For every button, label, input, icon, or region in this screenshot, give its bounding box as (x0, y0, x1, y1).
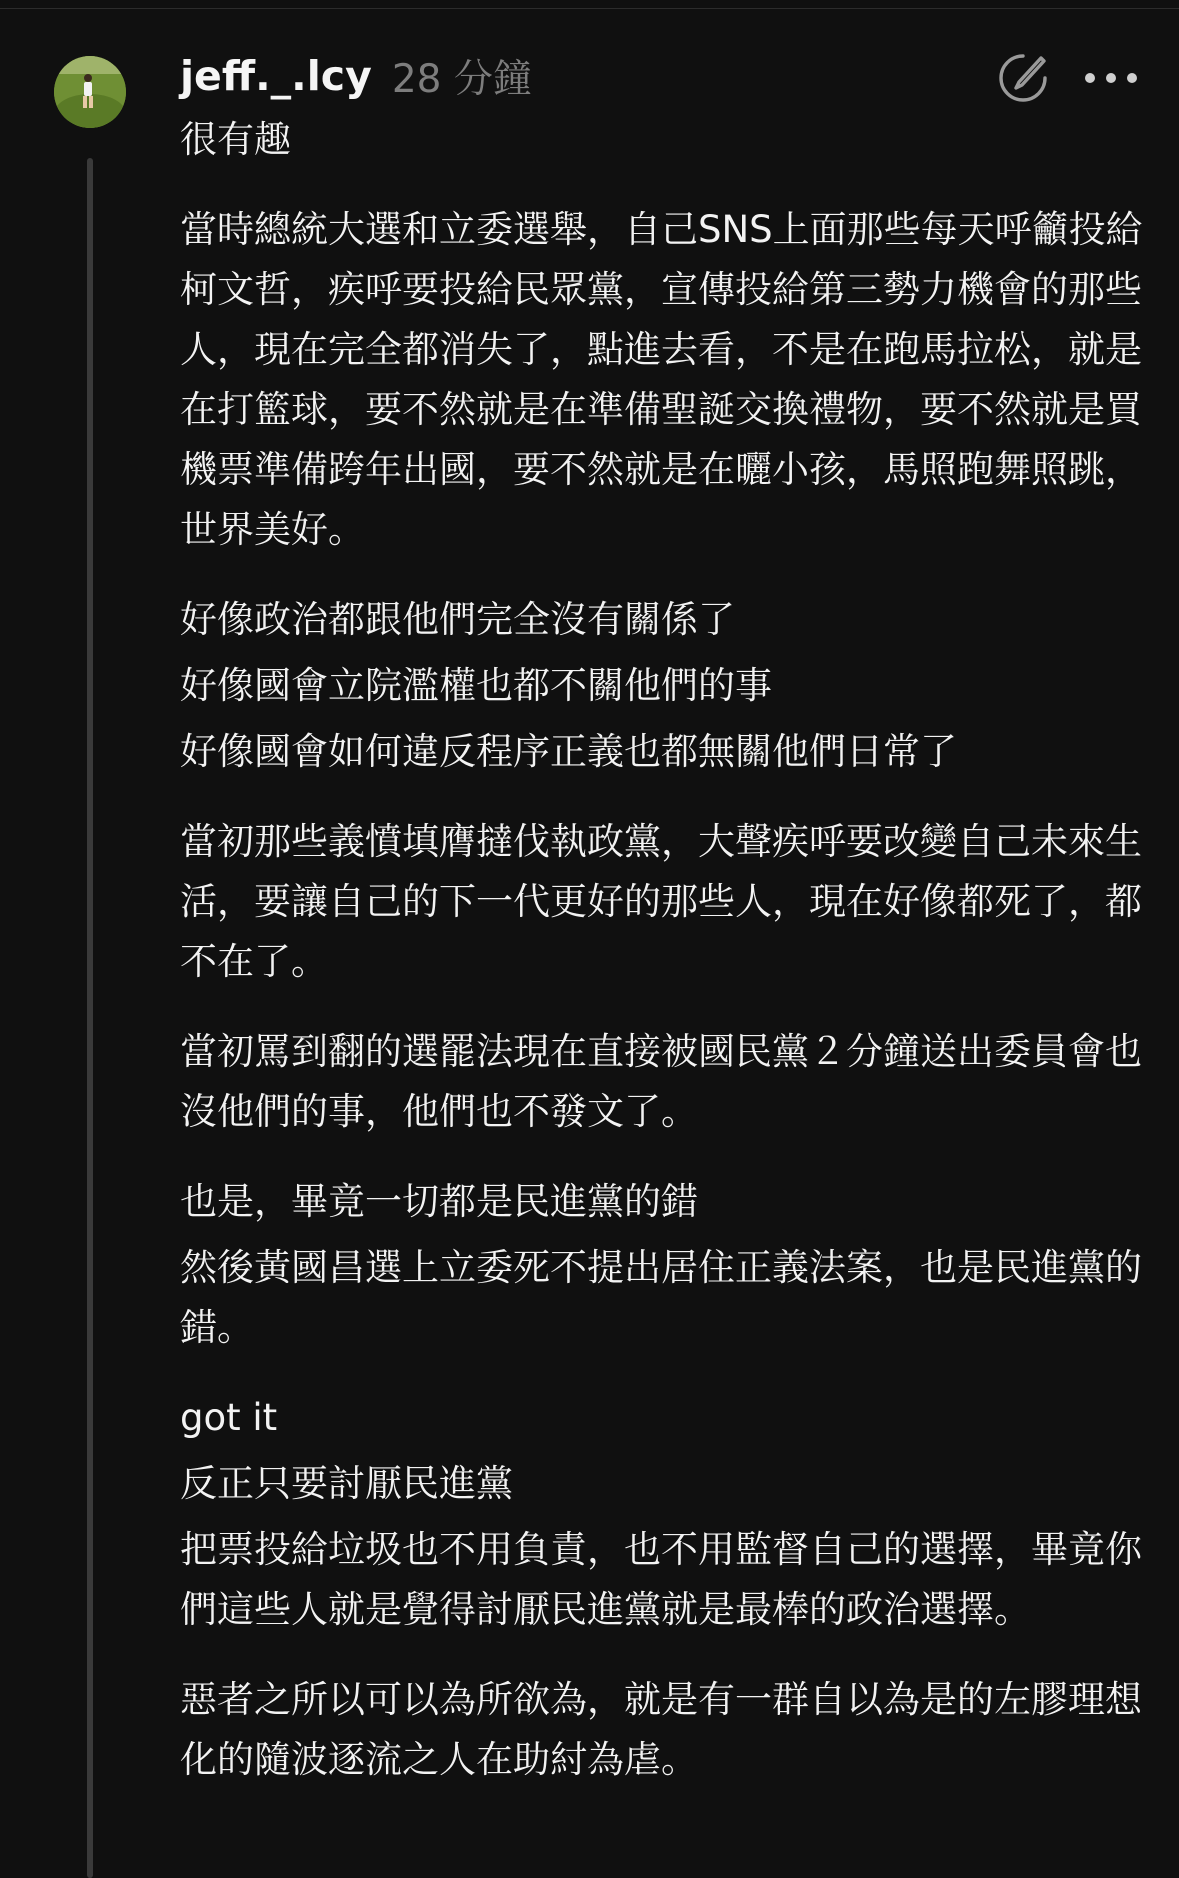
compose-edit-icon[interactable] (995, 50, 1051, 106)
more-dot-icon (1127, 73, 1137, 83)
post-paragraph: 然後黃國昌選上立委死不提出居住正義法案，也是民進黨的錯。 (180, 1246, 1142, 1349)
more-dot-icon (1085, 73, 1095, 83)
post-paragraph: 當初那些義憤填膺撻伐執政黨，大聲疾呼要改變自己未來生活，要讓自己的下一代更好的那些人，現在好像都死了，都不在了。 (180, 820, 1142, 983)
post-paragraph: 也是，畢竟一切都是民進黨的錯 (180, 1180, 698, 1223)
avatar[interactable] (54, 56, 126, 128)
post-paragraph: 好像國會立院濫權也都不關他們的事 (180, 664, 772, 707)
post-paragraph: got it (180, 1396, 278, 1439)
more-options-icon[interactable] (1085, 58, 1137, 98)
top-divider (0, 0, 1179, 9)
post-header (180, 46, 532, 106)
username[interactable]: jeff._.lcy (180, 52, 372, 100)
post-paragraph: 好像政治都跟他們完全沒有關係了 (180, 598, 735, 641)
post-paragraph: 很有趣 (180, 118, 291, 161)
post-paragraph: 好像國會如何違反程序正義也都無關他們日常了 (180, 730, 957, 773)
timestamp: 28 分鐘 (391, 57, 532, 102)
post-paragraph: 反正只要討厭民進黨 (180, 1462, 513, 1505)
post-paragraph: 當初罵到翻的選罷法現在直接被國民黨２分鐘送出委員會也沒他們的事，他們也不發文了。 (180, 1030, 1142, 1133)
post-paragraph: 惡者之所以可以為所欲為，就是有一群自以為是的左膠理想化的隨波逐流之人在助紂為虐。 (180, 1678, 1142, 1781)
post-body (180, 110, 1155, 1820)
post-paragraph: 把票投給垃圾也不用負責，也不用監督自己的選擇，畢竟你們這些人就是覺得討厭民進黨就是最棒的政治選擇。 (180, 1528, 1142, 1631)
post-paragraph: 當時總統大選和立委選舉，自己SNS上面那些每天呼籲投給柯文哲，疾呼要投給民眾黨，宣傳投給第三勢力機會的那些人，現在完全都消失了，點進去看，不是在跑馬拉松，就是在打籃球，要不然就是在準備聖誕交換禮物，要不然就是買機票準備跨年出國，要不然就是在曬小孩，馬照跑舞照跳，世界美好。 (180, 208, 1143, 551)
more-dot-icon (1106, 73, 1116, 83)
thread-line (87, 158, 93, 1878)
